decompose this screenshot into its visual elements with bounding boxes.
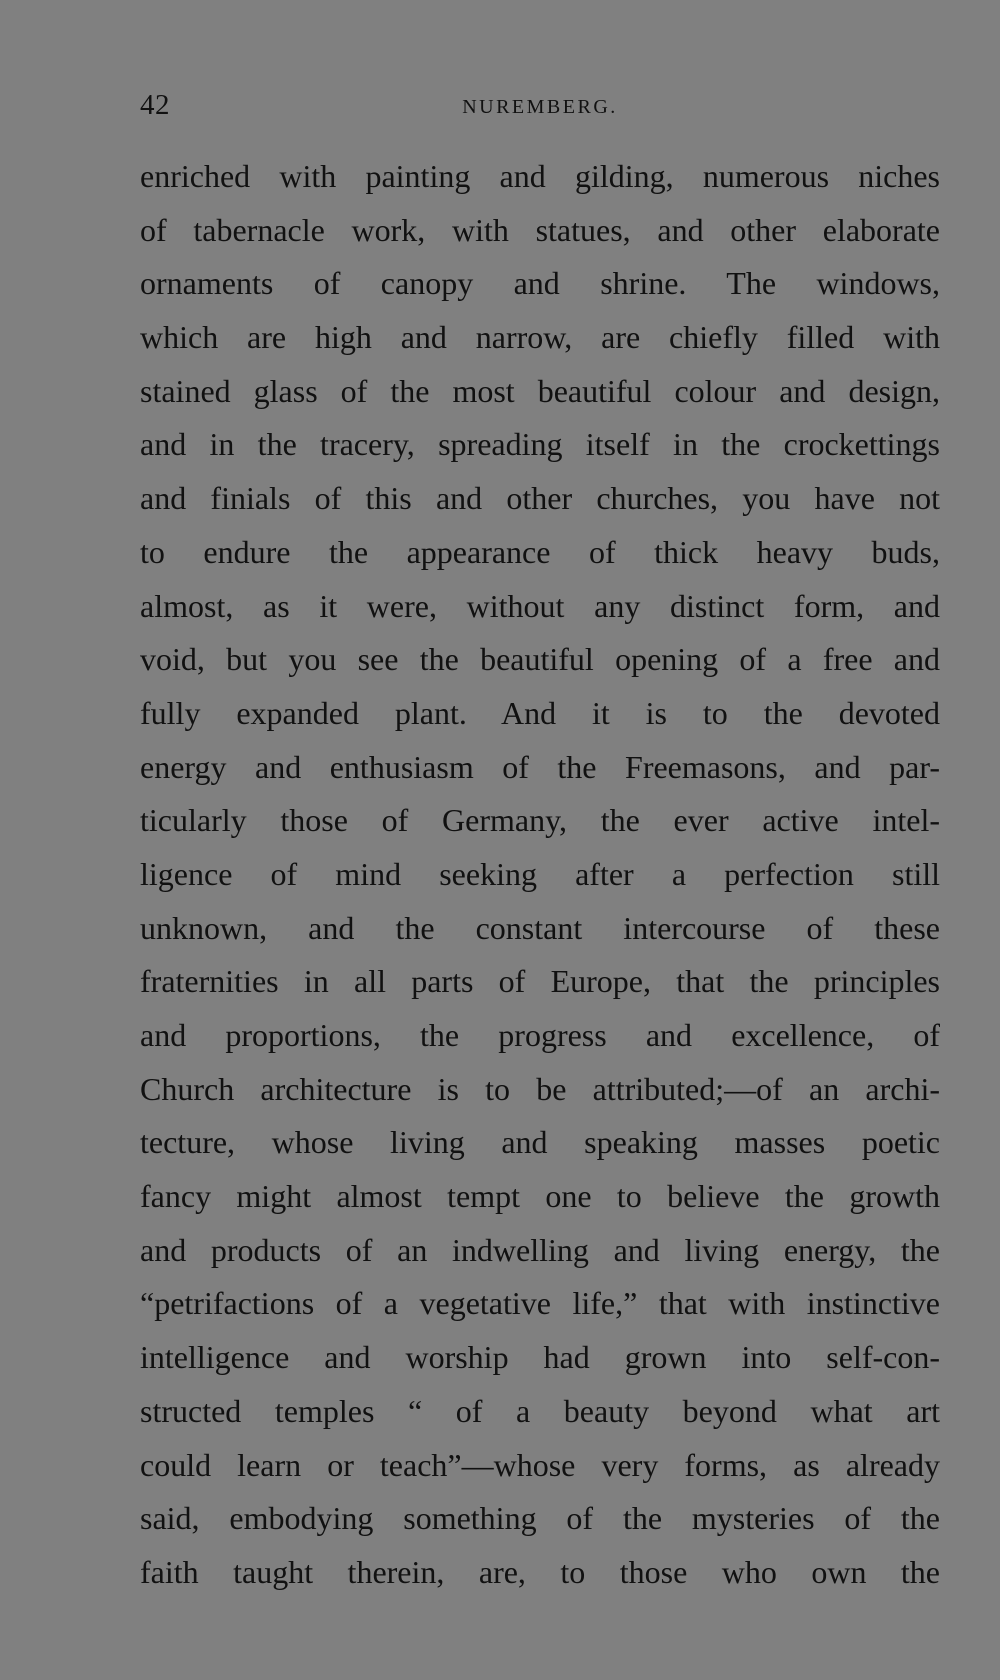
text-line: Church architecture is to be attributed;—of an archi- <box>140 1070 940 1107</box>
text-line: could learn or teach”—whose very forms, as already <box>140 1446 940 1483</box>
text-line: and in the tracery, spreading itself in the crockettings <box>140 426 940 463</box>
text-line: intelligence and worship had grown into self-con- <box>140 1339 940 1376</box>
text-line: energy and enthusiasm of the Freemasons, and par- <box>140 748 940 785</box>
text-line: and proportions, the progress and excellence, of <box>140 1017 940 1053</box>
text-line: faith taught therein, are, to those who own the <box>140 1553 940 1590</box>
text-line: enriched with painting and gilding, numerous niches <box>140 158 940 194</box>
text-line: and products of an indwelling and living energy, the <box>140 1231 940 1268</box>
text-line: void, but you see the beautiful opening of a free and <box>140 641 940 678</box>
text-line: fraternities in all parts of Europe, that the principles <box>140 963 940 1000</box>
text-line: ligence of mind seeking after a perfection still <box>140 855 940 892</box>
text-line: which are high and narrow, are chiefly filled with <box>140 319 940 356</box>
text-line: “petrifactions of a vegetative life,” that with instinctive <box>140 1285 940 1322</box>
text-line: of tabernacle work, with statues, and other elaborate <box>140 211 940 248</box>
text-line: structed temples “ of a beauty beyond what art <box>140 1392 940 1429</box>
body-text <box>140 150 940 1600</box>
text-line: said, embodying something of the mysteries of the <box>140 1500 940 1537</box>
text-line: almost, as it were, without any distinct form, and <box>140 587 940 624</box>
page-number: 42 <box>140 89 170 121</box>
text-line: and finials of this and other churches, you have not <box>140 480 940 517</box>
text-line: stained glass of the most beautiful colour and design, <box>140 372 940 409</box>
text-line: fancy might almost tempt one to believe the growth <box>140 1178 940 1215</box>
text-line: tecture, whose living and speaking masses poetic <box>140 1124 940 1161</box>
text-line: unknown, and the constant intercourse of these <box>140 909 940 946</box>
text-line: to endure the appearance of thick heavy buds, <box>140 533 940 570</box>
text-line: fully expanded plant. And it is to the devoted <box>140 694 940 731</box>
running-head: NUREMBERG. <box>462 96 618 118</box>
text-line: ticularly those of Germany, the ever active intel- <box>140 802 940 839</box>
text-line: ornaments of canopy and shrine. The windows, <box>140 265 940 302</box>
